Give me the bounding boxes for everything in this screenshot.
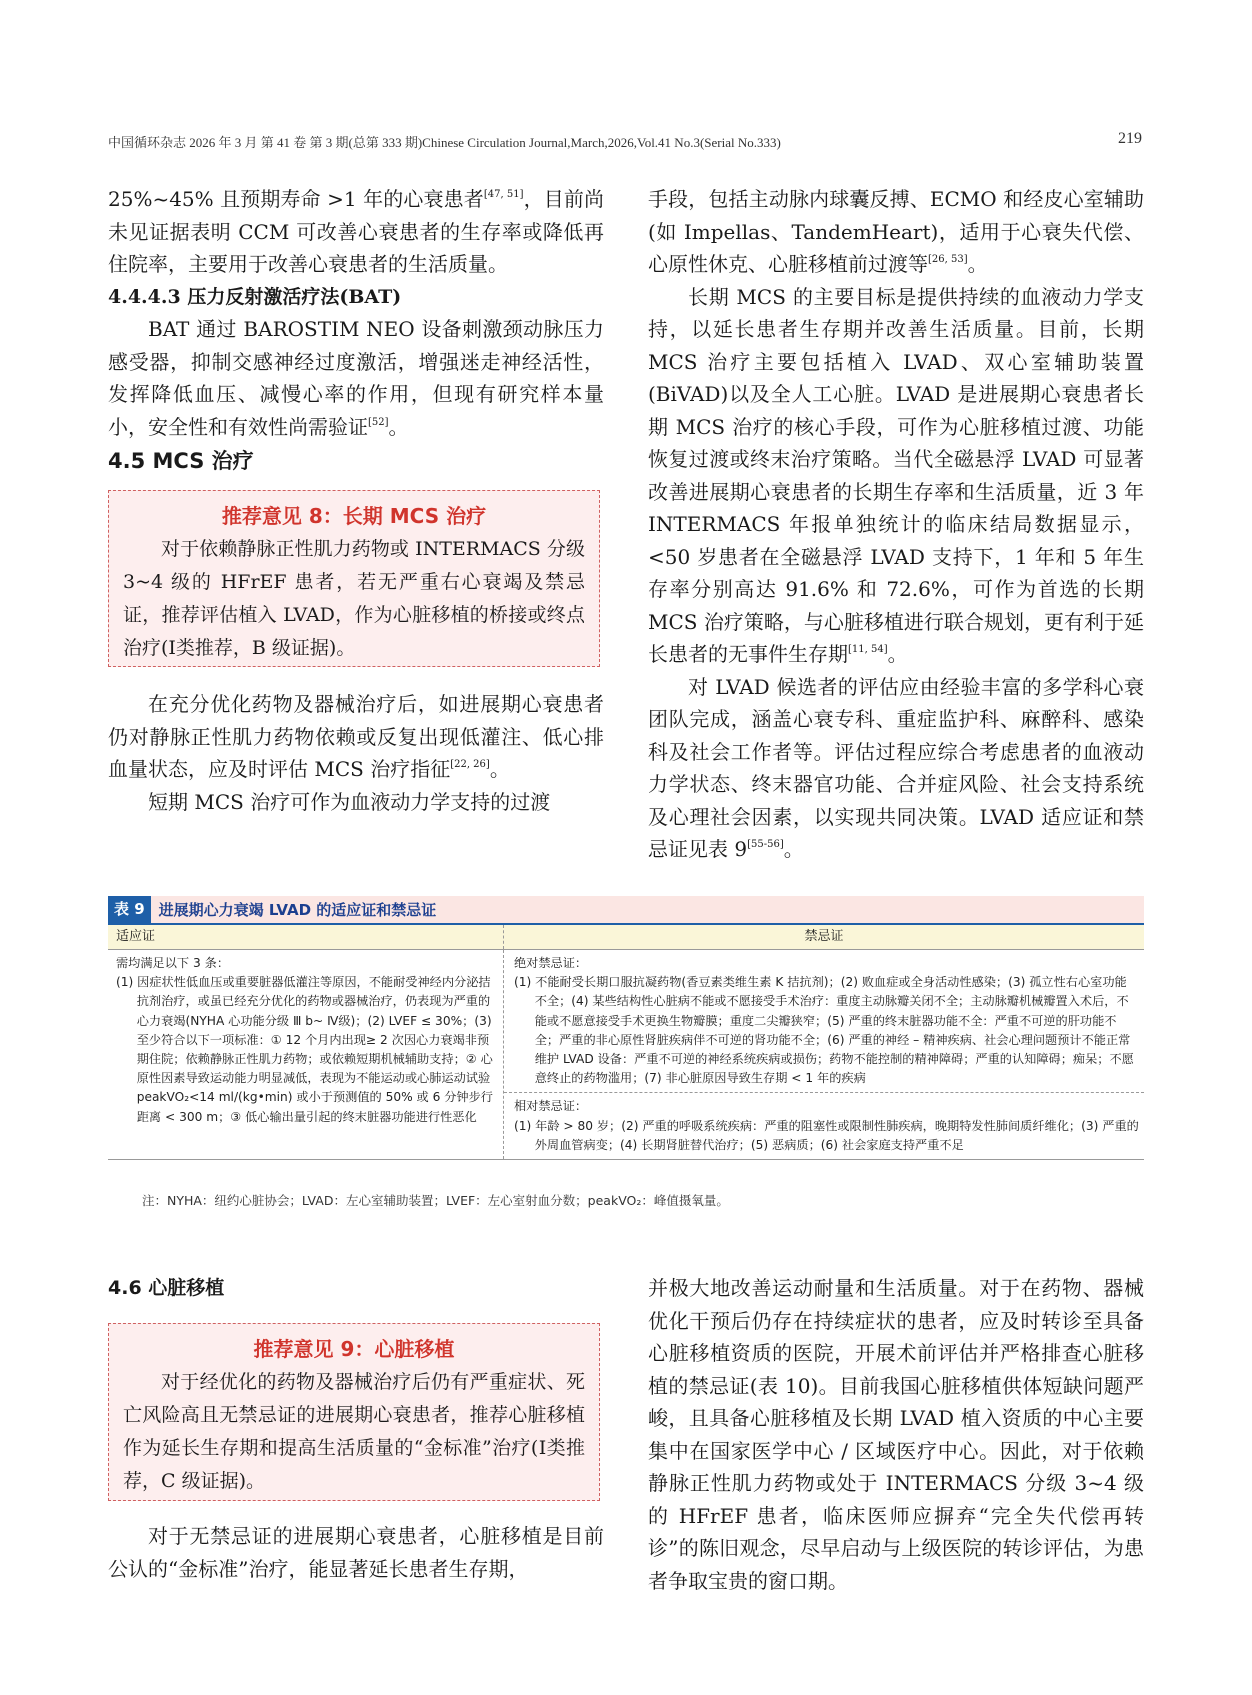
paragraph-lvad-evaluation: 对 LVAD 候选者的评估应由经验丰富的多学科心衰团队完成，涵盖心衰专科、重症监护科、麻醉科、感染科及社会工作者等。评估过程应综合考虑患者的血液动力学状态、终末器官功能、合并症风险、社会支持系统及心理社会因素，以实现共同决策。LVAD 适应证和禁忌证见表 9[55-56]。: [648, 674, 1144, 861]
citation[interactable]: [26, 53]: [928, 254, 968, 265]
paragraph-ccm: 25%~45% 且预期寿命 >1 年的心衰患者[47, 51]，目前尚未见证据表明 CCM 可改善心衰患者的生存率或降低再住院率，主要用于改善心衰患者的生活质量。: [108, 187, 605, 276]
absolute-contra-title: 绝对禁忌证：: [514, 956, 588, 970]
right-column-top: [648, 183, 1144, 866]
indication-cell: [108, 950, 504, 1159]
table-note: 注：NYHA：纽约心脏协会；LVAD：左心室辅助装置；LVEF：左心室射血分数；peakVO₂：峰值摄氧量。: [142, 1193, 729, 1208]
paragraph-long-mcs: 长期 MCS 的主要目标是提供持续的血液动力学支持，以延长患者生存期并改善生活质量。目前，长期 MCS 治疗主要包括植入 LVAD、双心室辅助装置(BiVAD)以及全人工心脏。LVAD 是进展期心衰患者长期 MCS 治疗的核心手段，可作为心脏移植过渡、功能恢复过渡或终末治疗策略。当代全磁悬浮 LVAD 可显著改善进展期心衰患者的长期生存率和生活质量，近 3 年 INTERMACS 年报单独统计的临床结局数据显示，<50 岁患者在全磁悬浮 LVAD 支持下，1 年和 5 年生存率分别高达 91.6% 和 72.6%，可作为首选的长期 MCS 治疗策略，与心脏移植进行联合规划，更有利于延长患者的无事件生存期[11, 54]。: [648, 284, 1144, 666]
paragraph-mcs-indication: 在充分优化药物及器械治疗后，如进展期心衰患者仍对静脉正性肌力药物依赖或反复出现低灌注、低心排血量状态，应及时评估 MCS 治疗指征[22, 26]。: [108, 692, 604, 781]
left-column-mid: [108, 688, 604, 818]
table-body: [108, 950, 1144, 1160]
citation[interactable]: [52]: [368, 416, 389, 428]
relative-contra-title: 相对禁忌证：: [514, 1099, 588, 1114]
paragraph-short-mcs: 短期 MCS 治疗可作为血液动力学支持的过渡: [148, 789, 551, 814]
indication-text: (1) 因症状性低血压或重要脏器低灌注等原因，不能耐受神经内分泌拮抗剂治疗，或虽已经充分优化的药物或器械治疗，仍表现为严重的心力衰竭(NYHA 心功能分级 Ⅲ b~ Ⅳ级)；(2) LVEF ≤ 30%；(3) 至少符合以下一项标准：① 12 个月内出现≥ 2 次因心力衰竭非预期住院；依赖静脉正性肌力药物；或依赖短期机械辅助支持；② 心原性因素导致运动能力明显减低，表现为不能运动或心肺运动试验 peakVO₂<14 ml/(kg•min) 或小于预测值的 50% 或 6 分钟步行距离 < 300 m；③ 低心输出量引起的终末脏器功能进行性恶化: [116, 975, 493, 1124]
heading-mcs: 4.5 MCS 治疗: [108, 449, 254, 473]
citation[interactable]: [11, 54]: [848, 644, 888, 655]
column-header-indication: 适应证: [108, 925, 504, 949]
column-header-contraindication: 禁忌证: [804, 929, 844, 944]
left-column-top: [108, 183, 604, 478]
heading-bat: 4.4.4.3 压力反射激活疗法(BAT): [108, 285, 402, 308]
paragraph-transplant-referral: 并极大地改善运动耐量和生活质量。对于在药物、器械优化干预后仍存在持续症状的患者，应及时转诊至具备心脏移植资质的医院，开展术前评估并严格排查心脏移植的禁忌证(表 10)。目前我国心脏移植供体短缺问题严峻，且具备心脏移植及长期 LVAD 植入资质的中心主要集中在国家医学中心 / 区域医疗中心。因此，对于依赖静脉正性肌力药物或处于 INTERMACS 分级 3~4 级的 HFrEF 患者，临床医师应摒弃“完全失代偿再转诊”的陈旧观念，尽早启动与上级医院的转诊评估，为患者争取宝贵的窗口期。: [648, 1276, 1144, 1593]
absolute-contra-text: (1) 不能耐受长期口服抗凝药物(香豆素类维生素 K 拮抗剂)；(2) 败血症或全身活动性感染；(3) 孤立性右心室功能不全；(4) 某些结构性心脏病不能或不愿接受手术治疗：重度主动脉瓣关闭不全；主动脉瓣机械瓣置入术后，不能或不愿意接受手术更换生物瓣膜；重度二尖瓣狭窄；(5) 严重的终末脏器功能不全：严重不可逆的肝功能不全；严重的非心原性肾脏疾病伴不可逆的肾功能不全；(6) 严重的神经 – 精神疾病、社会心理问题预计不能正常维护 LVAD 设备：严重不可逆的神经系统疾病或损伤；药物不能控制的精神障碍；严重的认知障碍；痴呆；不愿意终止的药物滥用；(7) 非心脏原因导致生存期 < 1 年的疾病: [514, 975, 1134, 1086]
relative-contra-text: (1) 年龄 > 80 岁；(2) 严重的呼吸系统疾病：严重的阻塞性或限制性肺疾病，晚期特发性肺间质纤维化；(3) 严重的外周血管病变；(4) 长期肾脏替代治疗；(5) 恶病质；(6) 社会家庭支持严重不足: [514, 1118, 1139, 1152]
indication-intro: 需均满足以下 3 条：: [116, 956, 230, 970]
table-caption: [108, 896, 1144, 923]
paragraph-bat: BAT 通过 BAROSTIM NEO 设备刺激颈动脉压力感受器，抑制交感神经过度激活，增强迷走神经活性，发挥降低血压、减慢心率的作用，但现有研究样本量小，安全性和有效性尚需验证[52]。: [108, 317, 604, 439]
citation[interactable]: [55-56]: [747, 839, 784, 850]
recommendation-9-box: [108, 1323, 600, 1501]
recommendation-9-title: 推荐意见 9：心脏移植: [253, 1337, 455, 1361]
citation[interactable]: [22, 26]: [450, 759, 490, 770]
paragraph-short-mcs-cont: 手段，包括主动脉内球囊反搏、ECMO 和经皮心室辅助(如 Impellas、TandemHeart)，适用于心衰失代偿、心原性休克、心脏移植前过渡等[26, 53]。: [648, 187, 1144, 276]
journal-header: 中国循环杂志 2026 年 3 月 第 41 卷 第 3 期(总第 333 期)Chinese Circulation Journal,March,2026,Vol.41 No.3(Serial No.333): [108, 135, 781, 150]
recommendation-8-body: 对于依赖静脉正性肌力药物或 INTERMACS 分级 3~4 级的 HFrEF 患者，若无严重右心衰竭及禁忌证，推荐评估植入 LVAD，作为心脏移植的桥接或终点治疗(Ⅰ类推荐，B 级证据)。: [123, 538, 585, 659]
left-column-end: [108, 1520, 604, 1585]
page-number: 219: [1118, 130, 1142, 147]
relative-contra-section: [504, 1092, 1144, 1155]
left-column-bottom: [108, 1272, 604, 1305]
contraindication-cell: [504, 950, 1144, 1159]
paragraph-heart-transplant: 对于无禁忌证的进展期心衰患者，心脏移植是目前公认的“金标准”治疗，能显著延长患者生存期，: [108, 1524, 604, 1581]
citation[interactable]: [47, 51]: [483, 189, 524, 200]
running-header: [108, 132, 1142, 152]
right-column-bottom: [648, 1272, 1144, 1597]
heading-heart-transplant: 4.6 心脏移植: [108, 1277, 225, 1299]
table-title: 进展期心力衰竭 LVAD 的适应证和禁忌证: [158, 901, 437, 919]
recommendation-8-box: [108, 490, 600, 667]
recommendation-9-body: 对于经优化的药物及器械治疗后仍有严重症状、死亡风险高且无禁忌证的进展期心衰患者，推荐心脏移植作为延长生存期和提高生活质量的“金标准”治疗(Ⅰ类推荐，C 级证据)。: [123, 1371, 585, 1492]
table-header: [108, 923, 1144, 950]
recommendation-8-title: 推荐意见 8：长期 MCS 治疗: [221, 504, 487, 528]
table-tag: 表 9: [108, 896, 151, 923]
table-9: [108, 896, 1144, 1160]
